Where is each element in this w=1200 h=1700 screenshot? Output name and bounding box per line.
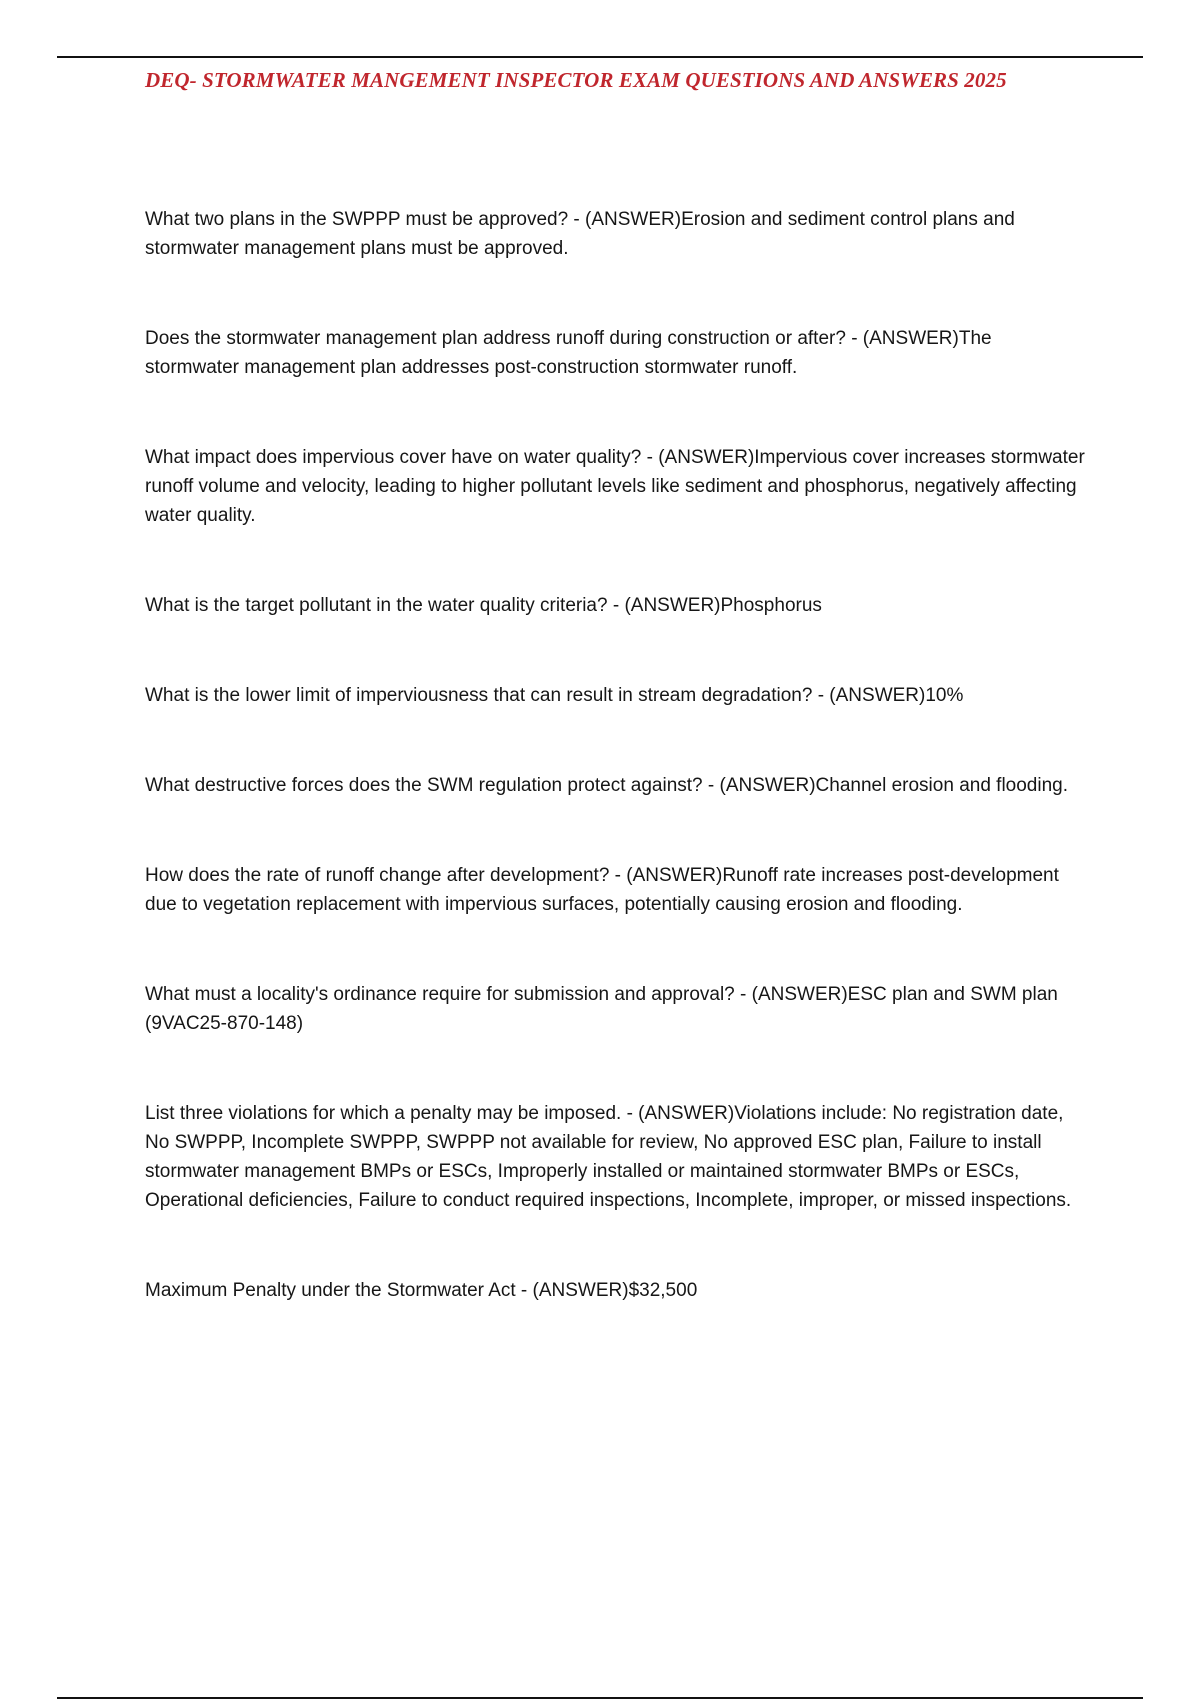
header-rule <box>57 56 1143 58</box>
qa-item: How does the rate of runoff change after development? - (ANSWER)Runoff rate increases post-development due to vegetation replacement with impervious surfaces, potentially causing erosion and flooding. <box>145 865 1059 915</box>
qa-list <box>145 205 1090 1305</box>
footer-rule <box>57 1697 1143 1699</box>
qa-item: What is the target pollutant in the water quality criteria? - (ANSWER)Phosphorus <box>145 595 822 616</box>
qa-item: What is the lower limit of imperviousness that can result in stream degradation? - (ANSWER)10% <box>145 685 964 706</box>
qa-item: What must a locality's ordinance require for submission and approval? - (ANSWER)ESC plan and SWM plan (9VAC25-870-148) <box>145 984 1058 1034</box>
document-title: DEQ- STORMWATER MANGEMENT INSPECTOR EXAM QUESTIONS AND ANSWERS 2025 <box>145 68 1007 92</box>
qa-item: List three violations for which a penalty may be imposed. - (ANSWER)Violations include: No registration date, No SWPPP, Incomplete SWPPP, SWPPP not available for review, No approved ESC plan, Failure to install stormwater management BMPs or ESCs, Improperly installed or maintained stormwater BMPs or ESCs, Operational deficiencies, Failure to conduct required inspections, Incomplete, improper, or missed inspections. <box>145 1103 1072 1211</box>
qa-item: Maximum Penalty under the Stormwater Act - (ANSWER)$32,500 <box>145 1280 698 1301</box>
qa-item: What impact does impervious cover have on water quality? - (ANSWER)Impervious cover increases stormwater runoff volume and velocity, leading to higher pollutant levels like sediment and phosphorus, negatively affecting water quality. <box>145 447 1085 526</box>
qa-item: Does the stormwater management plan address runoff during construction or after? - (ANSWER)The stormwater management plan addresses post-construction stormwater runoff. <box>145 328 992 378</box>
qa-item: What two plans in the SWPPP must be approved? - (ANSWER)Erosion and sediment control plans and stormwater management plans must be approved. <box>145 209 1015 259</box>
qa-item: What destructive forces does the SWM regulation protect against? - (ANSWER)Channel erosion and flooding. <box>145 775 1069 796</box>
